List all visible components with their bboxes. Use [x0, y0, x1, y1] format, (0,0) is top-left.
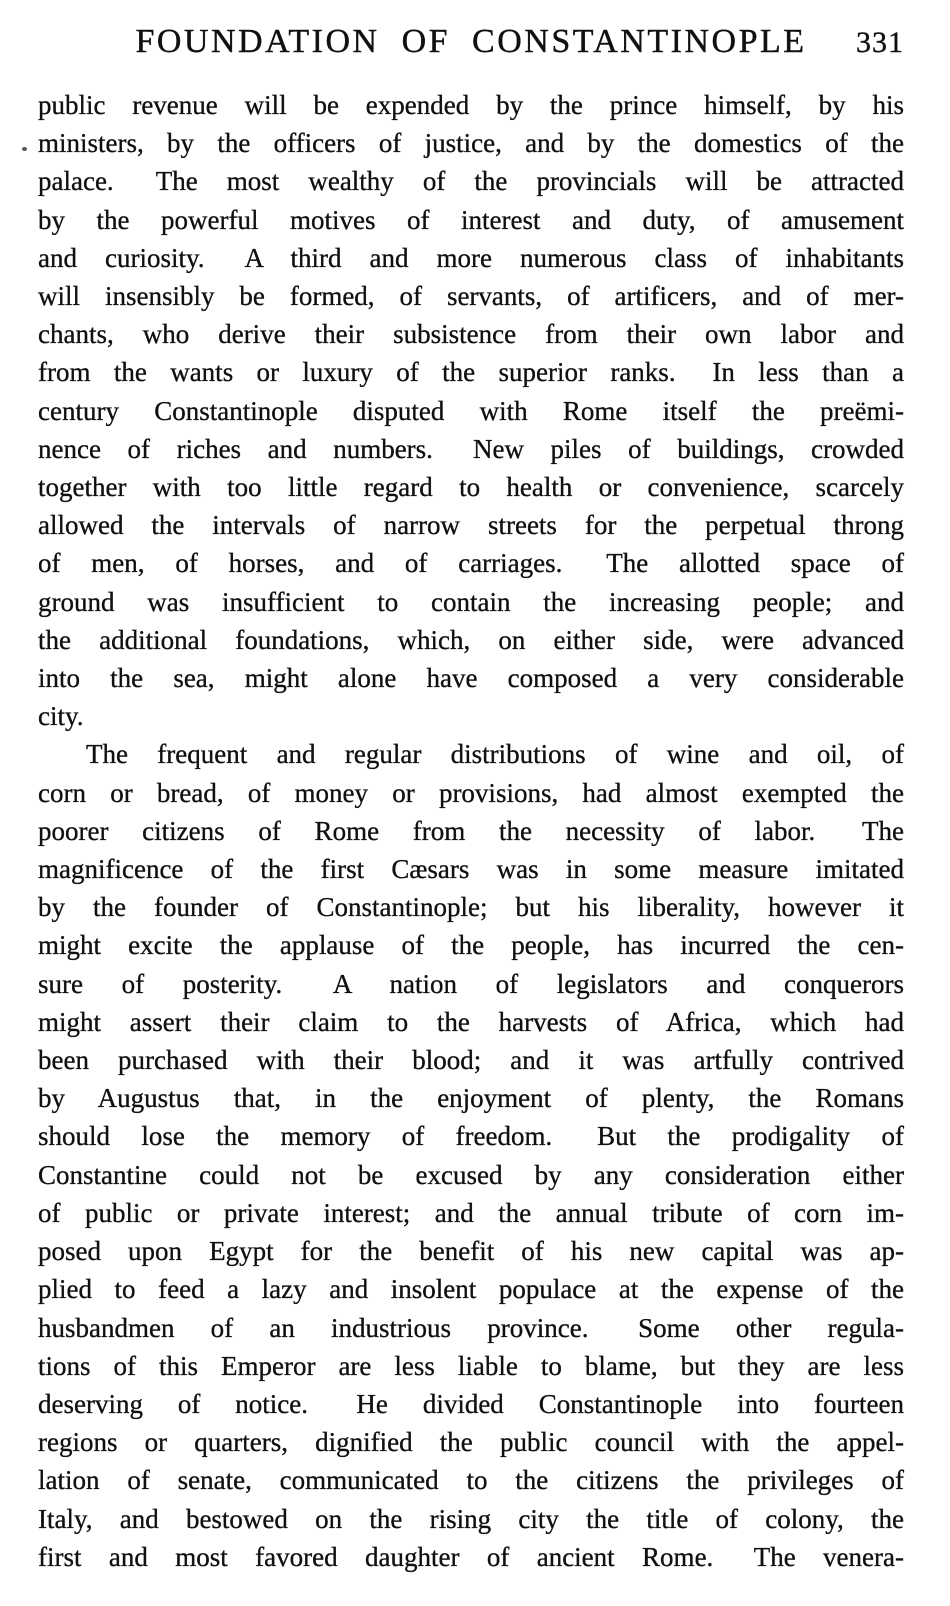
text-line: by the founder of Constantinople; but his liberality, however it [38, 892, 904, 923]
text-line: been purchased with their blood; and it was artfully contrived [38, 1045, 904, 1076]
text-line: into the sea, might alone have composed a very considerable [38, 663, 904, 694]
text-block [38, 86, 904, 1576]
text-line: will insensibly be formed, of servants, of artificers, and of mer- [38, 281, 904, 312]
text-line: the additional foundations, which, on either side, were advanced [38, 624, 904, 655]
text-line: and curiosity. A third and more numerous class of inhabitants [38, 242, 904, 273]
text-line: might assert their claim to the harvests of Africa, which had [38, 1006, 904, 1037]
text-line: together with too little regard to health or convenience, scarcely [38, 472, 904, 503]
text-line: by Augustus that, in the enjoyment of plenty, the Romans [38, 1083, 904, 1114]
text-line: ground was insufficient to contain the increasing people; and [38, 586, 904, 617]
page-header [38, 0, 904, 62]
text-line: of men, of horses, and of carriages. The allotted space of [38, 548, 904, 579]
page-number: 331 [856, 26, 904, 59]
text-line: corn or bread, of money or provisions, had almost exempted the [38, 777, 904, 808]
text-line: allowed the intervals of narrow streets for the perpetual throng [38, 510, 904, 541]
text-line: Italy, and bestowed on the rising city the title of colony, the [38, 1503, 904, 1534]
text-line: from the wants or luxury of the superior ranks. In less than a [38, 357, 904, 388]
text-line: city. [38, 701, 84, 732]
text-line: tions of this Emperor are less liable to blame, but they are less [38, 1350, 904, 1381]
text-line: should lose the memory of freedom. But the prodigality of [38, 1121, 904, 1152]
text-line: century Constantinople disputed with Rome itself the preëmi- [38, 395, 904, 426]
text-line: ministers, by the officers of justice, and by the domestics of the [38, 128, 904, 159]
text-line: poorer citizens of Rome from the necessity of labor. The [38, 815, 904, 846]
text-line: by the powerful motives of interest and duty, of amusement [38, 204, 904, 235]
text-line: lation of senate, communicated to the citizens the privileges of [38, 1465, 904, 1496]
running-head-title: FOUNDATION OF CONSTANTINOPLE [135, 23, 807, 60]
text-line: posed upon Egypt for the benefit of his new capital was ap- [38, 1236, 904, 1267]
text-line: husbandmen of an industrious province. Some other regula- [38, 1312, 904, 1343]
text-line: first and most favored daughter of ancient Rome. The venera- [38, 1541, 904, 1572]
text-line: deserving of notice. He divided Constantinople into fourteen [38, 1388, 904, 1419]
text-line: regions or quarters, dignified the public council with the appel- [38, 1427, 904, 1458]
scan-artifact-dot [22, 147, 27, 151]
text-line: might excite the applause of the people, has incurred the cen- [38, 930, 904, 961]
text-line: palace. The most wealthy of the provincials will be attracted [38, 166, 904, 197]
text-line: chants, who derive their subsistence from their own labor and [38, 319, 904, 350]
text-line: sure of posterity. A nation of legislators and conquerors [38, 968, 904, 999]
text-line: public revenue will be expended by the prince himself, by his [38, 90, 904, 120]
text-line: nence of riches and numbers. New piles of buildings, crowded [38, 433, 904, 464]
text-line: The frequent and regular distributions of wine and oil, of [86, 739, 904, 770]
text-line: magnificence of the first Cæsars was in some measure imitated [38, 854, 904, 885]
text-line: Constantine could not be excused by any consideration either [38, 1159, 904, 1190]
text-line: plied to feed a lazy and insolent populace at the expense of the [38, 1274, 904, 1305]
text-line: of public or private interest; and the annual tribute of corn im- [38, 1197, 904, 1228]
